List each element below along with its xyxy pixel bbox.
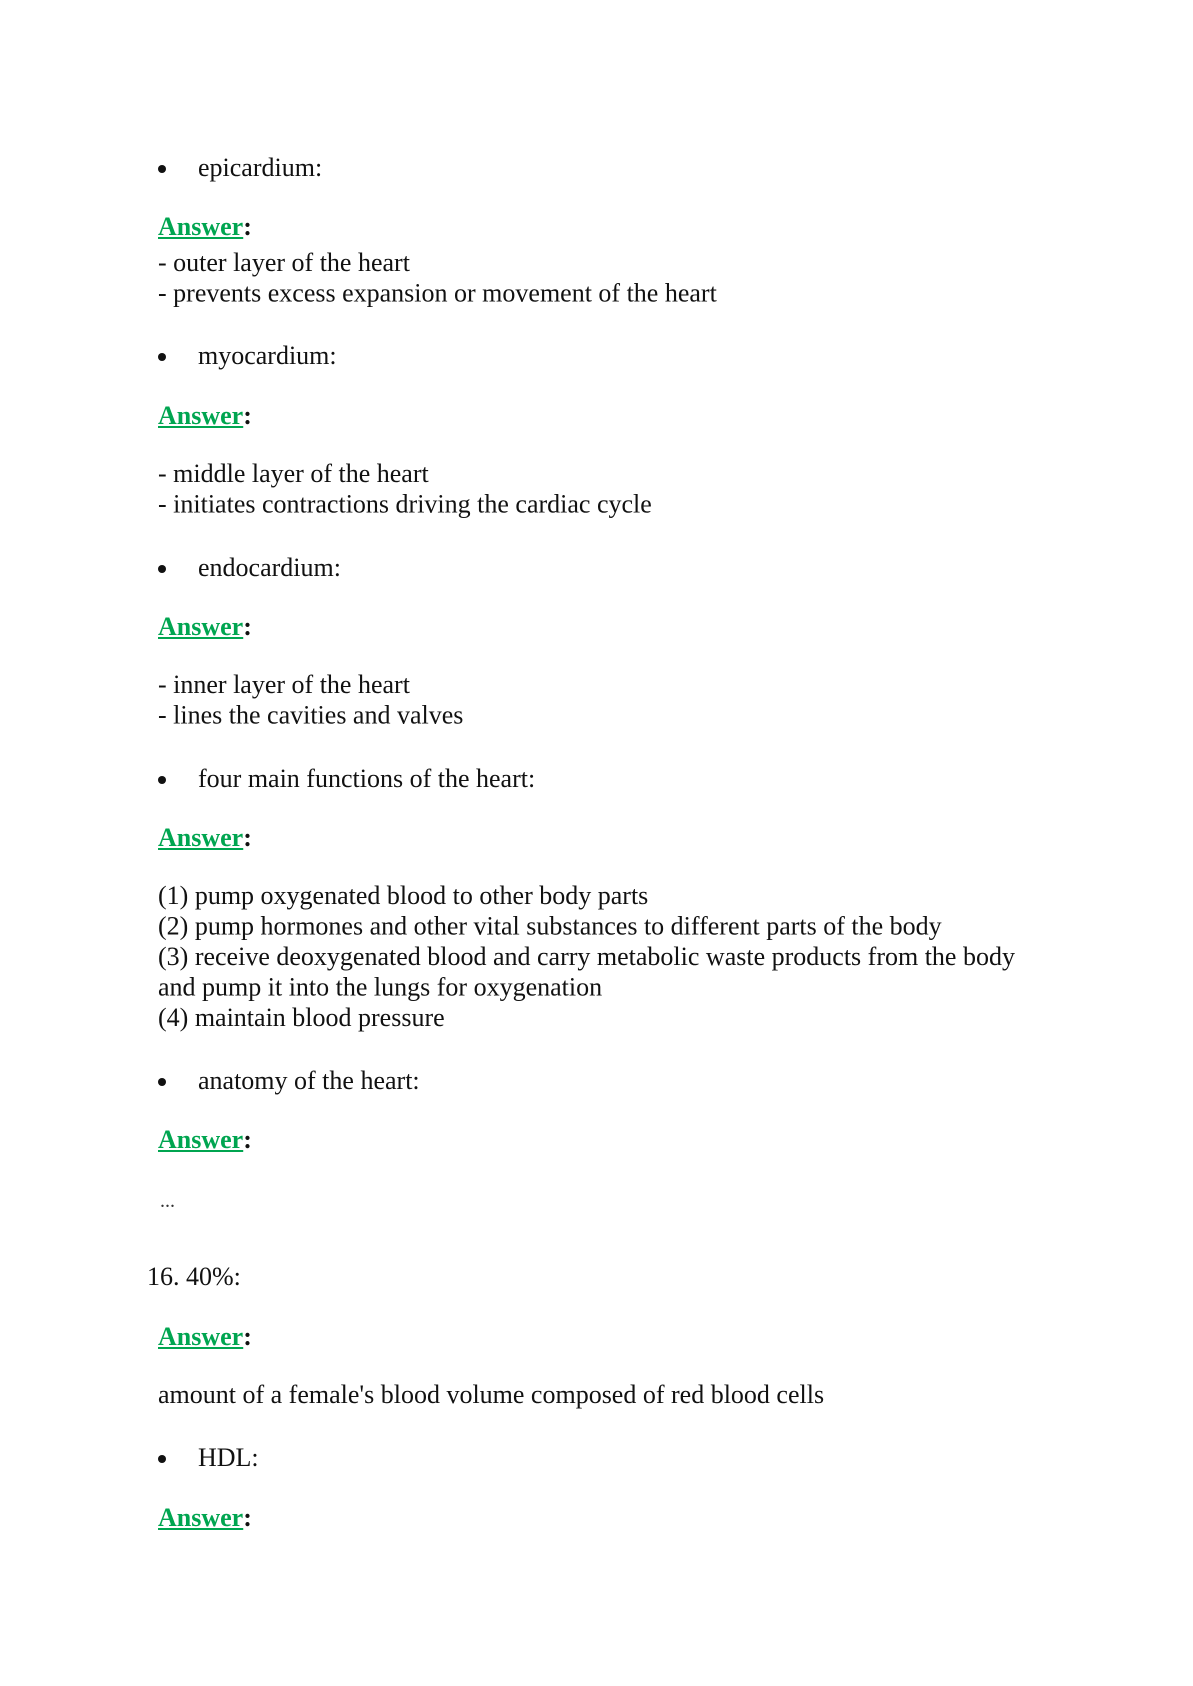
ellipsis-text: ... (160, 1190, 175, 1212)
answer-line: - inner layer of the heart (158, 670, 410, 699)
question-term: epicardium: (198, 153, 323, 182)
question-term: anatomy of the heart: (198, 1066, 420, 1095)
bullet-dot-icon (158, 565, 166, 573)
bullet-dot-icon (158, 353, 166, 361)
answer-label: Answer (158, 1503, 244, 1532)
question-term: HDL: (198, 1443, 259, 1472)
answer-label: Answer (158, 1322, 244, 1351)
answer-line: (3) receive deoxygenated blood and carry metabolic waste products from the body (158, 942, 1015, 971)
answer-line: amount of a female's blood volume composed of red blood cells (158, 1380, 825, 1409)
answer-label: Answer (158, 1125, 244, 1154)
bullet-dot-icon (158, 776, 166, 784)
answer-line: (4) maintain blood pressure (158, 1003, 445, 1032)
answer-heading (158, 823, 252, 853)
question-term: endocardium: (198, 553, 341, 582)
answer-line: - middle layer of the heart (158, 459, 429, 488)
answer-line: - lines the cavities and valves (158, 700, 464, 730)
answer-colon: : (243, 1503, 252, 1532)
answer-colon: : (243, 1125, 252, 1154)
answer-colon: : (243, 1322, 252, 1351)
answer-heading (158, 401, 252, 431)
answer-line: (2) pump hormones and other vital substances to different parts of the body (158, 911, 942, 941)
question-term: 16. 40%: (147, 1262, 241, 1291)
answer-label: Answer (158, 212, 244, 241)
answer-heading (158, 1125, 252, 1155)
question-term: four main functions of the heart: (198, 764, 536, 793)
answer-label: Answer (158, 401, 244, 430)
answer-label: Answer (158, 612, 244, 641)
bullet-dot-icon (158, 1455, 166, 1463)
answer-line: - outer layer of the heart (158, 248, 410, 277)
answer-colon: : (243, 612, 252, 641)
answer-line: - initiates contractions driving the cardiac cycle (158, 489, 652, 519)
answer-heading (158, 612, 252, 642)
bullet-dot-icon (158, 165, 166, 173)
answer-line: - prevents excess expansion or movement of the heart (158, 278, 717, 308)
answer-heading (158, 1322, 252, 1352)
answer-colon: : (243, 212, 252, 241)
answer-colon: : (243, 401, 252, 430)
answer-heading (158, 1503, 252, 1533)
answer-heading (158, 212, 252, 242)
answer-line: (1) pump oxygenated blood to other body parts (158, 881, 649, 910)
bullet-dot-icon (158, 1078, 166, 1086)
question-term: myocardium: (198, 341, 337, 370)
answer-colon: : (243, 823, 252, 852)
answer-label: Answer (158, 823, 244, 852)
answer-line: and pump it into the lungs for oxygenation (158, 972, 603, 1002)
